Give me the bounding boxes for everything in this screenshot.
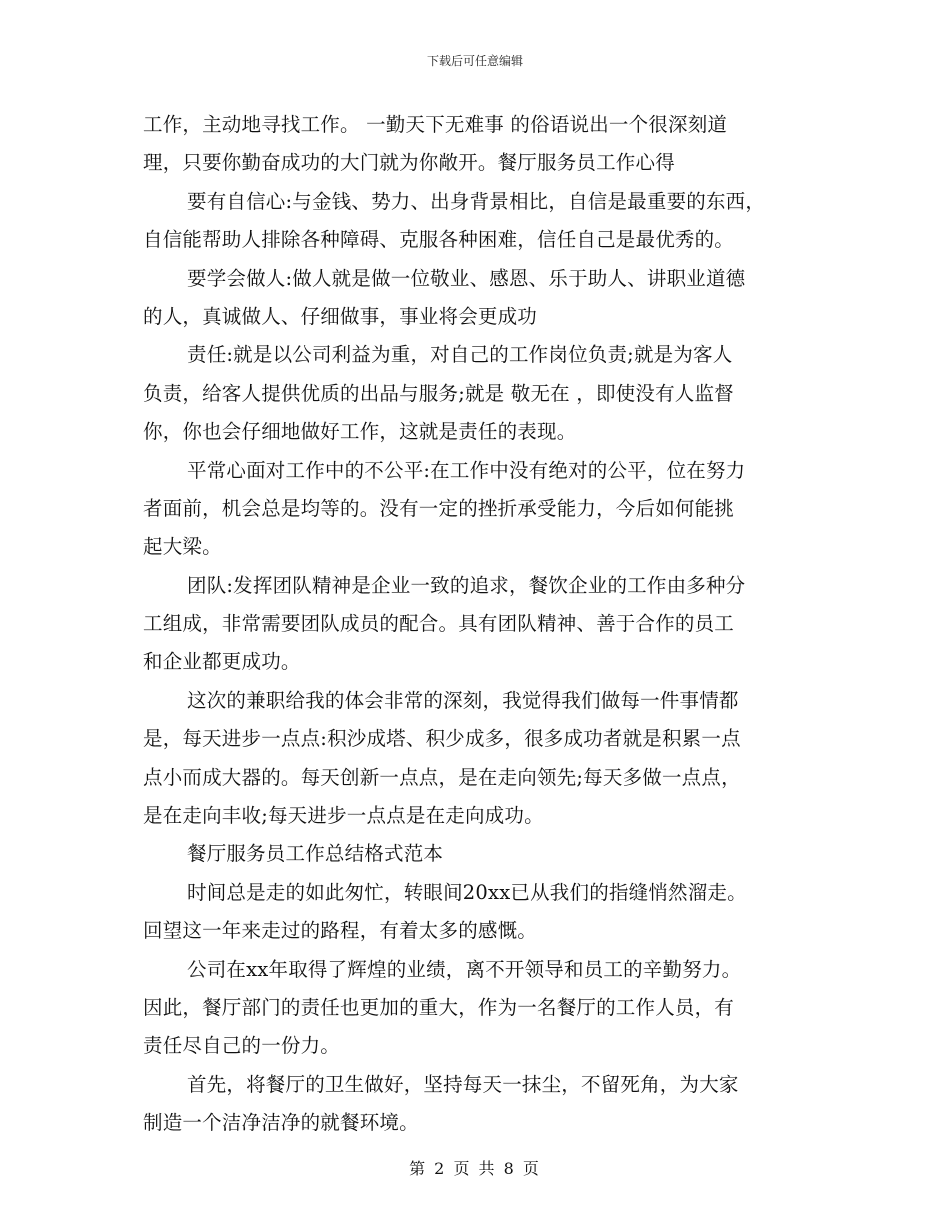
text-line: 起大梁。: [143, 535, 222, 559]
text-line: 首先，将餐厅的卫生做好，坚持每天一抹尘，不留死角，为大家: [187, 1072, 739, 1096]
text-line: 工作，主动地寻找工作。 一勤天下无难事 的俗语说出一个很深刻道: [143, 113, 728, 136]
text-line: 平常心面对工作中的不公平:在工作中没有绝对的公平，位在努力: [187, 458, 746, 482]
text-line: 工组成，非常需要团队成员的配合。具有团队精神、善于合作的员工: [143, 612, 735, 636]
text-line: 的人，真诚做人、仔细做事，事业将会更成功: [143, 304, 538, 328]
text-line: 这次的兼职给我的体会非常的深刻，我觉得我们做每一件事情都: [187, 688, 739, 712]
document-body: [143, 106, 833, 1143]
text-line: 理，只要你勤奋成功的大门就为你敞开。餐厅服务员工作心得: [143, 151, 675, 175]
text-line: 制造一个洁净洁净的就餐环境。: [143, 1111, 419, 1135]
text-line: 回望这一年来走过的路程，有着太多的感慨。: [143, 919, 538, 943]
page-footer: 第 2 页 共 8 页: [409, 1159, 541, 1178]
text-line: 餐厅服务员工作总结格式范本: [187, 842, 444, 866]
text-line: 和企业都更成功。: [143, 650, 301, 674]
text-line: 时间总是走的如此匆忙，转眼间20xx已从我们的指缝悄然溜走。: [187, 880, 747, 904]
text-line: 你，你也会仔细地做好工作，这就是责任的表现。: [143, 420, 577, 444]
text-line: 自信能帮助人排除各种障碍、克服各种困难，信任自己是最优秀的。: [143, 228, 735, 252]
text-line: 公司在xx年取得了辉煌的业绩，离不开领导和员工的辛勤努力。: [187, 957, 742, 981]
text-line: 责任:就是以公司利益为重，对自己的工作岗位负责;就是为客人: [187, 343, 733, 367]
text-line: 点小而成大器的。每天创新一点点，是在走向领先;每天多做一点点，: [143, 765, 741, 789]
text-line: 要学会做人:做人就是做一位敬业、感恩、乐于助人、讲职业道德: [187, 266, 746, 290]
page-header: 下载后可任意编辑: [426, 54, 523, 68]
text-line: 是在走向丰收;每天进步一点点是在走向成功。: [143, 804, 544, 828]
text-line: 责任尽自己的一份力。: [143, 1034, 341, 1058]
text-line: 要有自信心:与金钱、势力、出身背景相比，自信是最重要的东西，: [187, 189, 766, 213]
text-line: 者面前，机会总是均等的。没有一定的挫折承受能力，今后如何能挑: [143, 496, 735, 520]
text-line: 团队:发挥团队精神是企业一致的追求，餐饮企业的工作由多种分: [187, 573, 746, 597]
text-line: 因此，餐厅部门的责任也更加的重大，作为一名餐厅的工作人员，有: [143, 995, 735, 1019]
text-line: 负责，给客人提供优质的出品与服务;就是 敬无在 ，即使没有人监督: [143, 381, 734, 405]
text-line: 是，每天进步一点点:积沙成塔、积少成多，很多成功者就是积累一点: [143, 727, 741, 751]
